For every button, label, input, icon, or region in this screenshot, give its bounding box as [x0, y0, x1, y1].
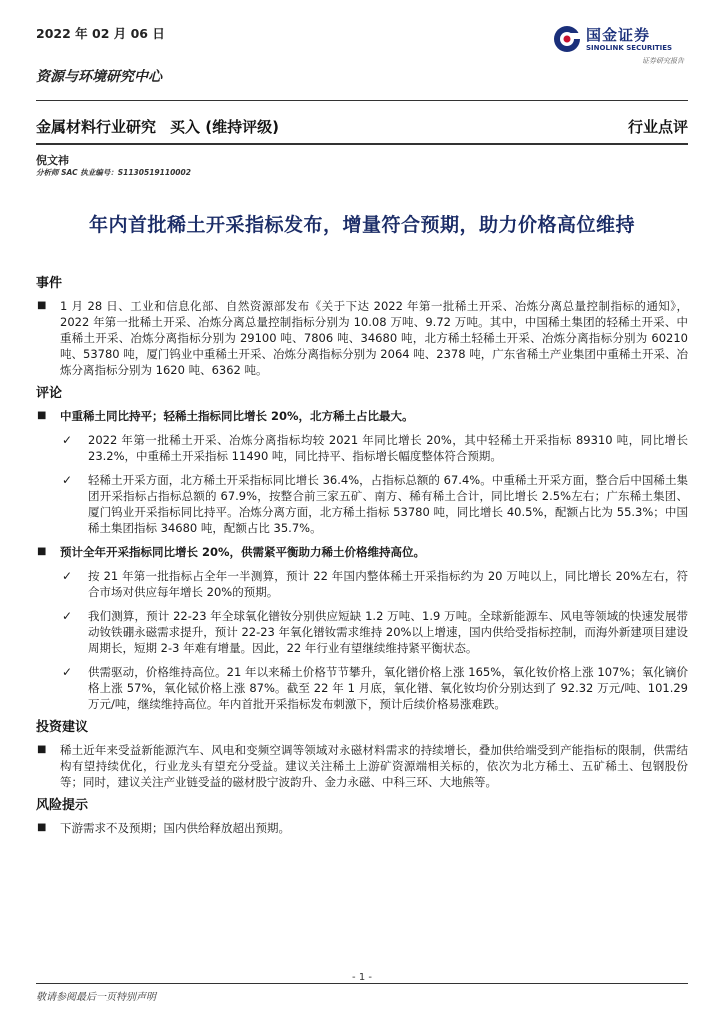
- report-date: 2022 年 02 月 06 日: [36, 26, 165, 41]
- square-bullet-icon: ■: [37, 300, 47, 311]
- square-bullet-icon: ■: [37, 744, 47, 755]
- footer-disclaimer: 敬请参阅最后一页特别声明: [36, 992, 156, 1003]
- section-title-event: 事件: [36, 276, 63, 291]
- report-body: [36, 276, 688, 844]
- point2-text: 预计全年开采指标同比增长 20%，供需紧平衡助力稀土价格维持高位。: [60, 545, 426, 559]
- square-bullet-icon: ■: [37, 822, 47, 833]
- event-bullet: [36, 298, 688, 378]
- header-divider-top: [36, 100, 688, 101]
- report-type: 行业点评: [627, 118, 688, 136]
- point2-sub3: [36, 664, 688, 712]
- checkmark-icon: ✓: [62, 569, 73, 583]
- sector-name: 金属材料行业研究: [36, 118, 157, 136]
- research-center: 资源与环境研究中心: [36, 69, 162, 85]
- analyst-name: 倪文祎: [36, 154, 69, 167]
- header-divider-bottom: [36, 143, 688, 145]
- logo-subtitle: 证券研究报告: [642, 57, 684, 65]
- checkmark-icon: ✓: [62, 473, 73, 487]
- point1-sub1: [36, 432, 688, 464]
- analyst-cert: 分析师 SAC 执业编号：S1130519110002: [36, 168, 191, 177]
- investment-text: 稀土近年来受益新能源汽车、风电和变频空调等领域对永磁材料需求的持续增长，叠加供给端受到产能指标的限制，供需结构有望持续优化，行业龙头有望充分受益。建议关注稀土上游矿资源端相关标的，依次为北方稀土、五矿稀土、包钢股份等；同时，建议关注产业链受益的磁材股宁波韵升、金力永磁、中科三环、大地熊等。: [60, 743, 688, 789]
- point2-sub1: [36, 568, 688, 600]
- sector-line: [36, 116, 279, 137]
- event-text: 1 月 28 日、工业和信息化部、自然资源部发布《关于下达 2022 年第一批稀土开采、冶炼分离总量控制指标的通知》，2022 年第一批稀土开采、冶炼分离总量控制指标分别为 10.08 万吨、9.72 万吨。其中，中国稀土集团的轻稀土开采、中重稀土开采、冶炼分离指标分别为 29100 吨、7806 吨、34680 吨，北方稀土轻稀土开采、冶炼分离指标分别为 60210 吨、53780 吨，厦门钨业中重稀土开采、冶炼分离指标分别为 2064 吨、2378 吨，广东省稀土产业集团中重稀土开采、冶炼分离指标分别为 1620 吨、6362 吨。: [60, 299, 688, 377]
- point2-sub1-text: 按 21 年第一批指标占全年一半测算，预计 22 年国内整体稀土开采指标约为 20 万吨以上，同比增长 20%左右，符合市场对供应每年增长 20%的预期。: [88, 569, 688, 599]
- page-number: - 1 -: [352, 972, 372, 983]
- company-logo: [552, 22, 692, 68]
- checkmark-icon: ✓: [62, 665, 73, 679]
- page-title: 年内首批稀土开采指标发布，增量符合预期，助力价格高位维持: [88, 214, 635, 236]
- point1-sub1-text: 2022 年第一批稀土开采、冶炼分离指标均较 2021 年同比增长 20%，其中轻稀土开采指标 89310 吨，同比增长 23.2%，中重稀土开采指标 11490 吨，同比持平、指标增长幅度整体符合预期。: [88, 433, 688, 463]
- point1-sub2: [36, 472, 688, 536]
- comment-point-1: [36, 408, 688, 424]
- logo-english-name: SINOLINK SECURITIES: [586, 44, 673, 52]
- point1-sub2-text: 轻稀土开采方面，北方稀土开采指标同比增长 36.4%，占指标总额的 67.4%。中重稀土开采方面，整合后中国稀土集团开采指标占指标总额的 67.9%，按整合前三家五矿、南方、稀有稀土合计，同比增长 2.5%左右；广东稀土集团、厦门钨业开采指标同比持平。冶炼分离方面，北方稀土指标 53780 吨，同比增长 40.5%，配额占比为 55.3%；中国稀土集团指标 34680 吨，配额占比 35.7%。: [88, 473, 688, 535]
- risk-text: 下游需求不及预期；国内供给释放超出预期。: [60, 821, 290, 835]
- sinolink-logo-icon: [552, 24, 582, 54]
- point2-sub3-text: 供需驱动，价格维持高位。21 年以来稀土价格节节攀升，氧化镨价格上涨 165%，氧化钕价格上涨 107%；氧化镝价格上涨 57%，氧化铽价格上涨 87%。截至 22 年 1 月底，氧化镨、氧化钕均价分别达到了 92.32 万元/吨、101.29 万元/吨，继续维持高位。年内首批开采指标发布刺激下，预计后续价格易涨难跌。: [88, 665, 688, 711]
- point2-sub2: [36, 608, 688, 656]
- point2-sub2-text: 我们测算，预计 22-23 年全球氧化镨钕分别供应短缺 1.2 万吨、1.9 万吨。全球新能源车、风电等领域的快速发展带动钕铁硼永磁需求提升，预计 22-23 年氧化镨钕需求维持 20%以上增速，国内供给受指标控制，而海外新建项目建设周期长，短期 2-3 年难有增量。因此，22 年行业有望继续维持紧平衡状态。: [88, 609, 688, 655]
- footer-divider: [36, 983, 688, 984]
- checkmark-icon: ✓: [62, 433, 73, 447]
- logo-chinese-name: 国金证券: [586, 26, 651, 44]
- checkmark-icon: ✓: [62, 609, 73, 623]
- square-bullet-icon: ■: [37, 546, 47, 557]
- investment-bullet: [36, 742, 688, 790]
- rating: 买入 (维持评级): [170, 118, 279, 136]
- point1-text: 中重稀土同比持平；轻稀土指标同比增长 20%，北方稀土占比最大。: [60, 409, 414, 423]
- section-title-comment: 评论: [36, 386, 63, 401]
- section-title-investment: 投资建议: [36, 720, 89, 735]
- risk-bullet: [36, 820, 688, 836]
- section-title-risk: 风险提示: [36, 798, 89, 813]
- comment-point-2: [36, 544, 688, 560]
- square-bullet-icon: ■: [37, 410, 47, 421]
